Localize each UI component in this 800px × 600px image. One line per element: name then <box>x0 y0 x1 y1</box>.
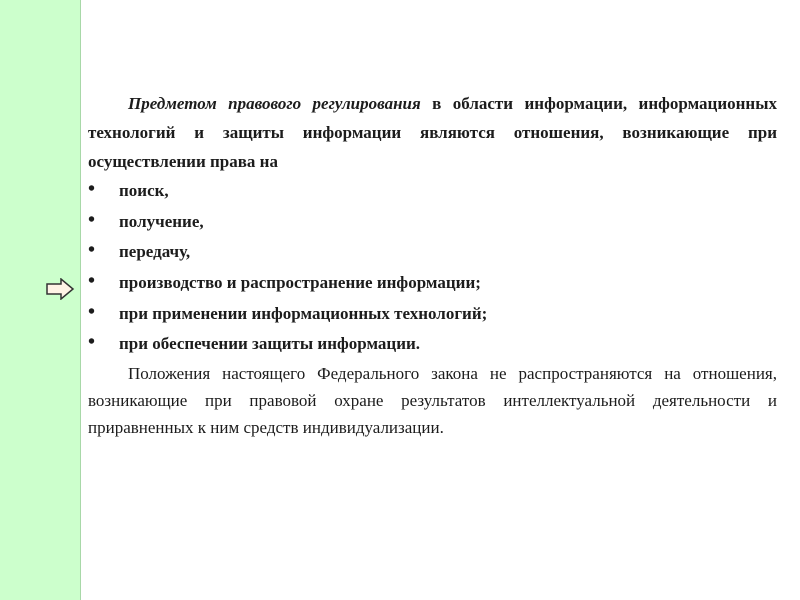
rights-list <box>88 176 777 360</box>
bullet-icon: • <box>88 270 96 293</box>
intro-rest-text: в области информации, информационных технологий и защиты информации являются отношения, возникающие при осуществлении права на <box>88 94 777 171</box>
bullet-icon: • <box>88 300 96 323</box>
list-item <box>88 176 777 207</box>
right-arrow-icon[interactable] <box>45 278 75 300</box>
list-item-text: передачу, <box>119 242 191 262</box>
bullet-icon: • <box>88 239 96 262</box>
bullet-icon: • <box>88 208 96 231</box>
list-item-text: при применении информационных технологий; <box>119 303 488 323</box>
list-item <box>88 237 777 268</box>
list-item-text: получение, <box>119 211 204 231</box>
bullet-icon: • <box>88 178 96 200</box>
list-item <box>88 299 777 330</box>
list-item <box>88 329 777 360</box>
intro-lead-text: Предметом правового регулирования <box>128 94 421 113</box>
list-item-text: производство и распространение информации; <box>119 273 481 293</box>
list-item-text: поиск, <box>119 181 169 200</box>
intro-paragraph <box>88 89 777 176</box>
list-item-text: при обеспечении защиты информации. <box>119 334 421 354</box>
slide-content <box>88 89 777 441</box>
closing-paragraph: Положения настоящего Федерального закона не распространяются на отношения, возникающие при правовой охране результатов интеллектуальной деятельности и приравненных к ним средств индивидуализации. <box>88 364 777 438</box>
bullet-icon: • <box>88 331 96 354</box>
side-panel <box>0 0 81 600</box>
list-item <box>88 207 777 238</box>
list-item <box>88 268 777 299</box>
